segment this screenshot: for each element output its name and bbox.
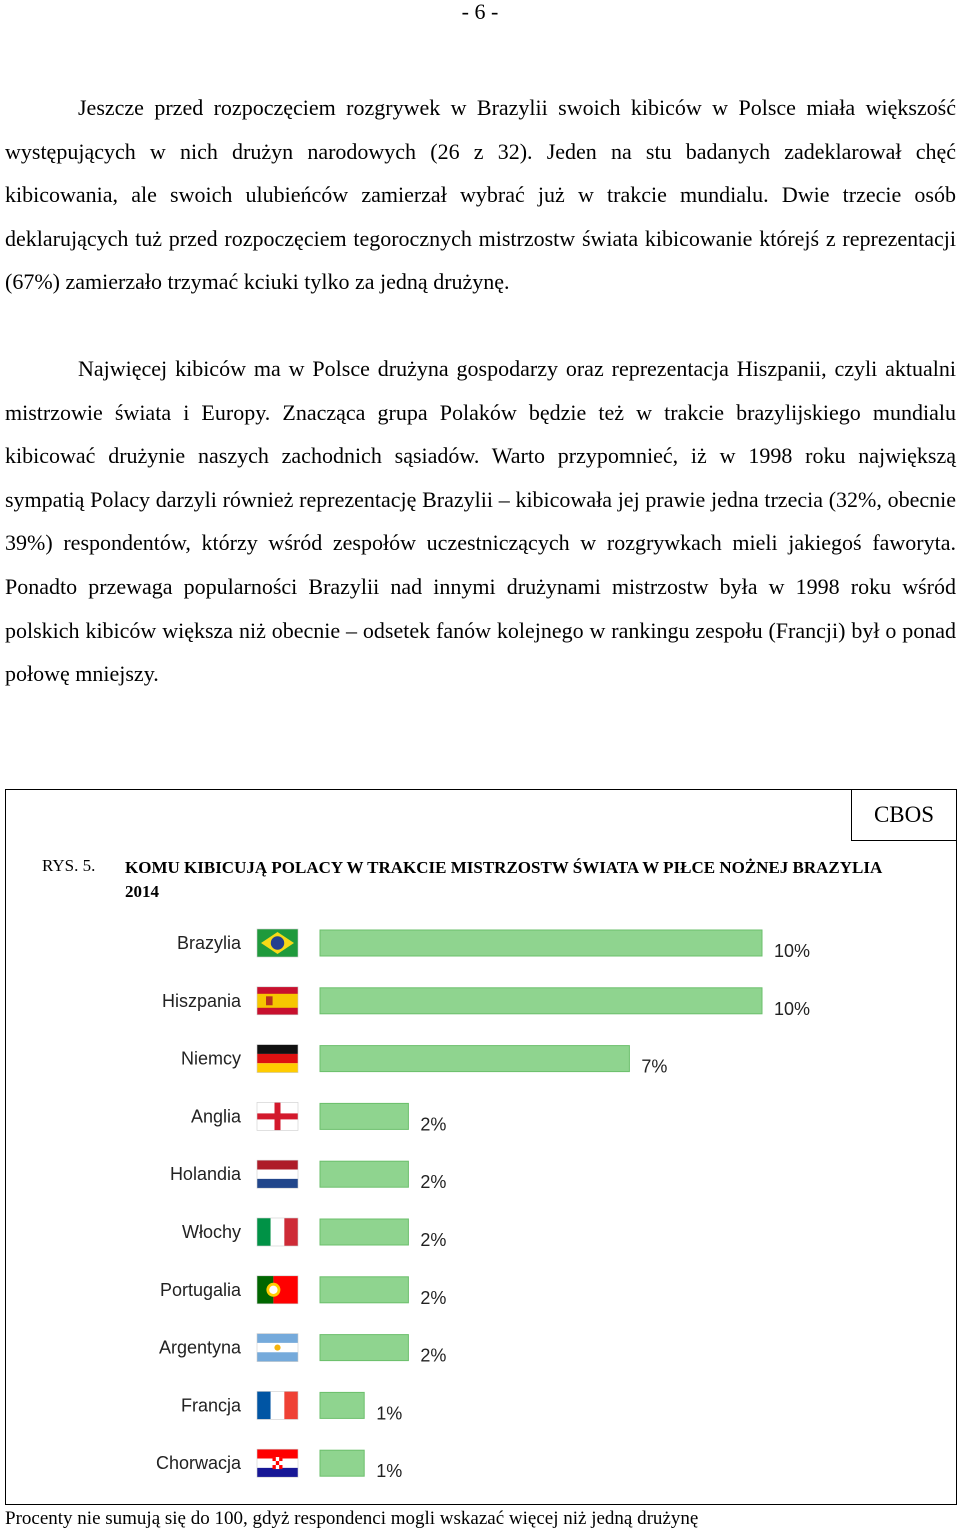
england-flag-icon — [257, 1102, 298, 1130]
argentina-flag-icon — [257, 1334, 298, 1362]
category-label: Holandia — [169, 1164, 241, 1185]
bar — [320, 1046, 629, 1072]
category-label: Brazylia — [176, 933, 241, 953]
category-label: Chorwacja — [155, 1453, 241, 1474]
category-label: Anglia — [190, 1106, 241, 1127]
portugal-flag-icon — [257, 1276, 298, 1304]
bar — [320, 1450, 364, 1476]
value-label: 2% — [420, 1114, 447, 1135]
category-label: Włochy — [181, 1222, 241, 1242]
value-label: 2% — [420, 1345, 447, 1366]
figure-title: KOMU KIBICUJĄ POLACY W TRAKCIE MISTRZOSTW ŚWIATA W PIŁCE NOŻNEJ BRAZYLIA 2014 — [125, 858, 882, 901]
bar — [320, 988, 762, 1014]
value-label: 2% — [420, 1230, 447, 1250]
category-label: Hiszpania — [161, 990, 241, 1011]
value-label: 2% — [420, 1287, 447, 1308]
footnote: Procenty nie sumują się do 100, gdyż respondenci mogli wskazać więcej niż jedną drużynę — [5, 1508, 699, 1529]
cbos-badge: CBOS — [851, 789, 957, 841]
bar — [320, 1161, 408, 1187]
croatia-flag-icon — [257, 1449, 298, 1477]
category-label: Niemcy — [180, 1048, 241, 1069]
bar — [320, 1335, 408, 1361]
brazil-flag-icon — [257, 929, 298, 957]
germany-flag-icon — [257, 1045, 298, 1073]
bar — [320, 1219, 408, 1245]
netherlands-flag-icon — [257, 1160, 298, 1188]
bar — [320, 1103, 408, 1129]
bar — [320, 1392, 364, 1418]
spain-flag-icon — [257, 987, 298, 1015]
value-label: 2% — [420, 1172, 447, 1193]
category-label: Francja — [180, 1395, 241, 1416]
value-label: 10% — [774, 941, 811, 961]
bar-chart — [6, 790, 956, 1504]
figure-label: RYS. 5. — [42, 856, 96, 875]
value-label: 1% — [376, 1461, 403, 1482]
bar — [320, 930, 762, 956]
paragraph-2: Najwięcej kibiców ma w Polsce drużyna gospodarzy oraz reprezentacja Hiszpanii, czyli aktualni mistrzowie świata i Europy. Znacząca grupa Polaków będzie też w trakcie brazylijskiego mundialu kibicować drużynie naszych zachodnich sąsiadów. Warto przypomnieć, iż w 1998 roku największą sympatią Polacy darzyli również reprezentację Brazylii – kibicowała jej prawie jedna trzecia (32%, obecnie 39%) respondentów, którzy wśród zespołów uczestniczących w rozgrywkach mieli jakiegoś faworyta. Ponadto przewaga popularności Brazylii nad innymi drużynami mistrzostw była w 1998 roku wśród polskich kibiców większa niż obecnie – odsetek fanów kolejnego w rankingu zespołu (Francji) był o ponad połowę mniejszy. — [5, 356, 956, 687]
italy-flag-icon — [257, 1218, 298, 1246]
bar — [320, 1277, 408, 1303]
page-number: - 6 - — [461, 0, 499, 24]
category-label: Argentyna — [158, 1337, 241, 1358]
france-flag-icon — [257, 1391, 298, 1419]
figure-frame — [5, 789, 957, 1505]
category-label: Portugalia — [159, 1279, 241, 1300]
paragraph-1: Jeszcze przed rozpoczęciem rozgrywek w Brazylii swoich kibiców w Polsce miała większość występujących w nich drużyn narodowych (26 z 32). Jeden na stu badanych zadeklarował chęć kibicowania, ale swoich ulubieńców zamierzał wybrać już w trakcie mundialu. Dwie trzecie osób deklarujących tuż przed rozpoczęciem tegorocznych mistrzostw świata kibicowanie którejś z reprezentacji (67%) zamierzało trzymać kciuki tylko za jedną drużynę. — [5, 95, 956, 295]
value-label: 10% — [774, 998, 811, 1019]
value-label: 7% — [641, 1056, 668, 1077]
value-label: 1% — [376, 1403, 403, 1424]
